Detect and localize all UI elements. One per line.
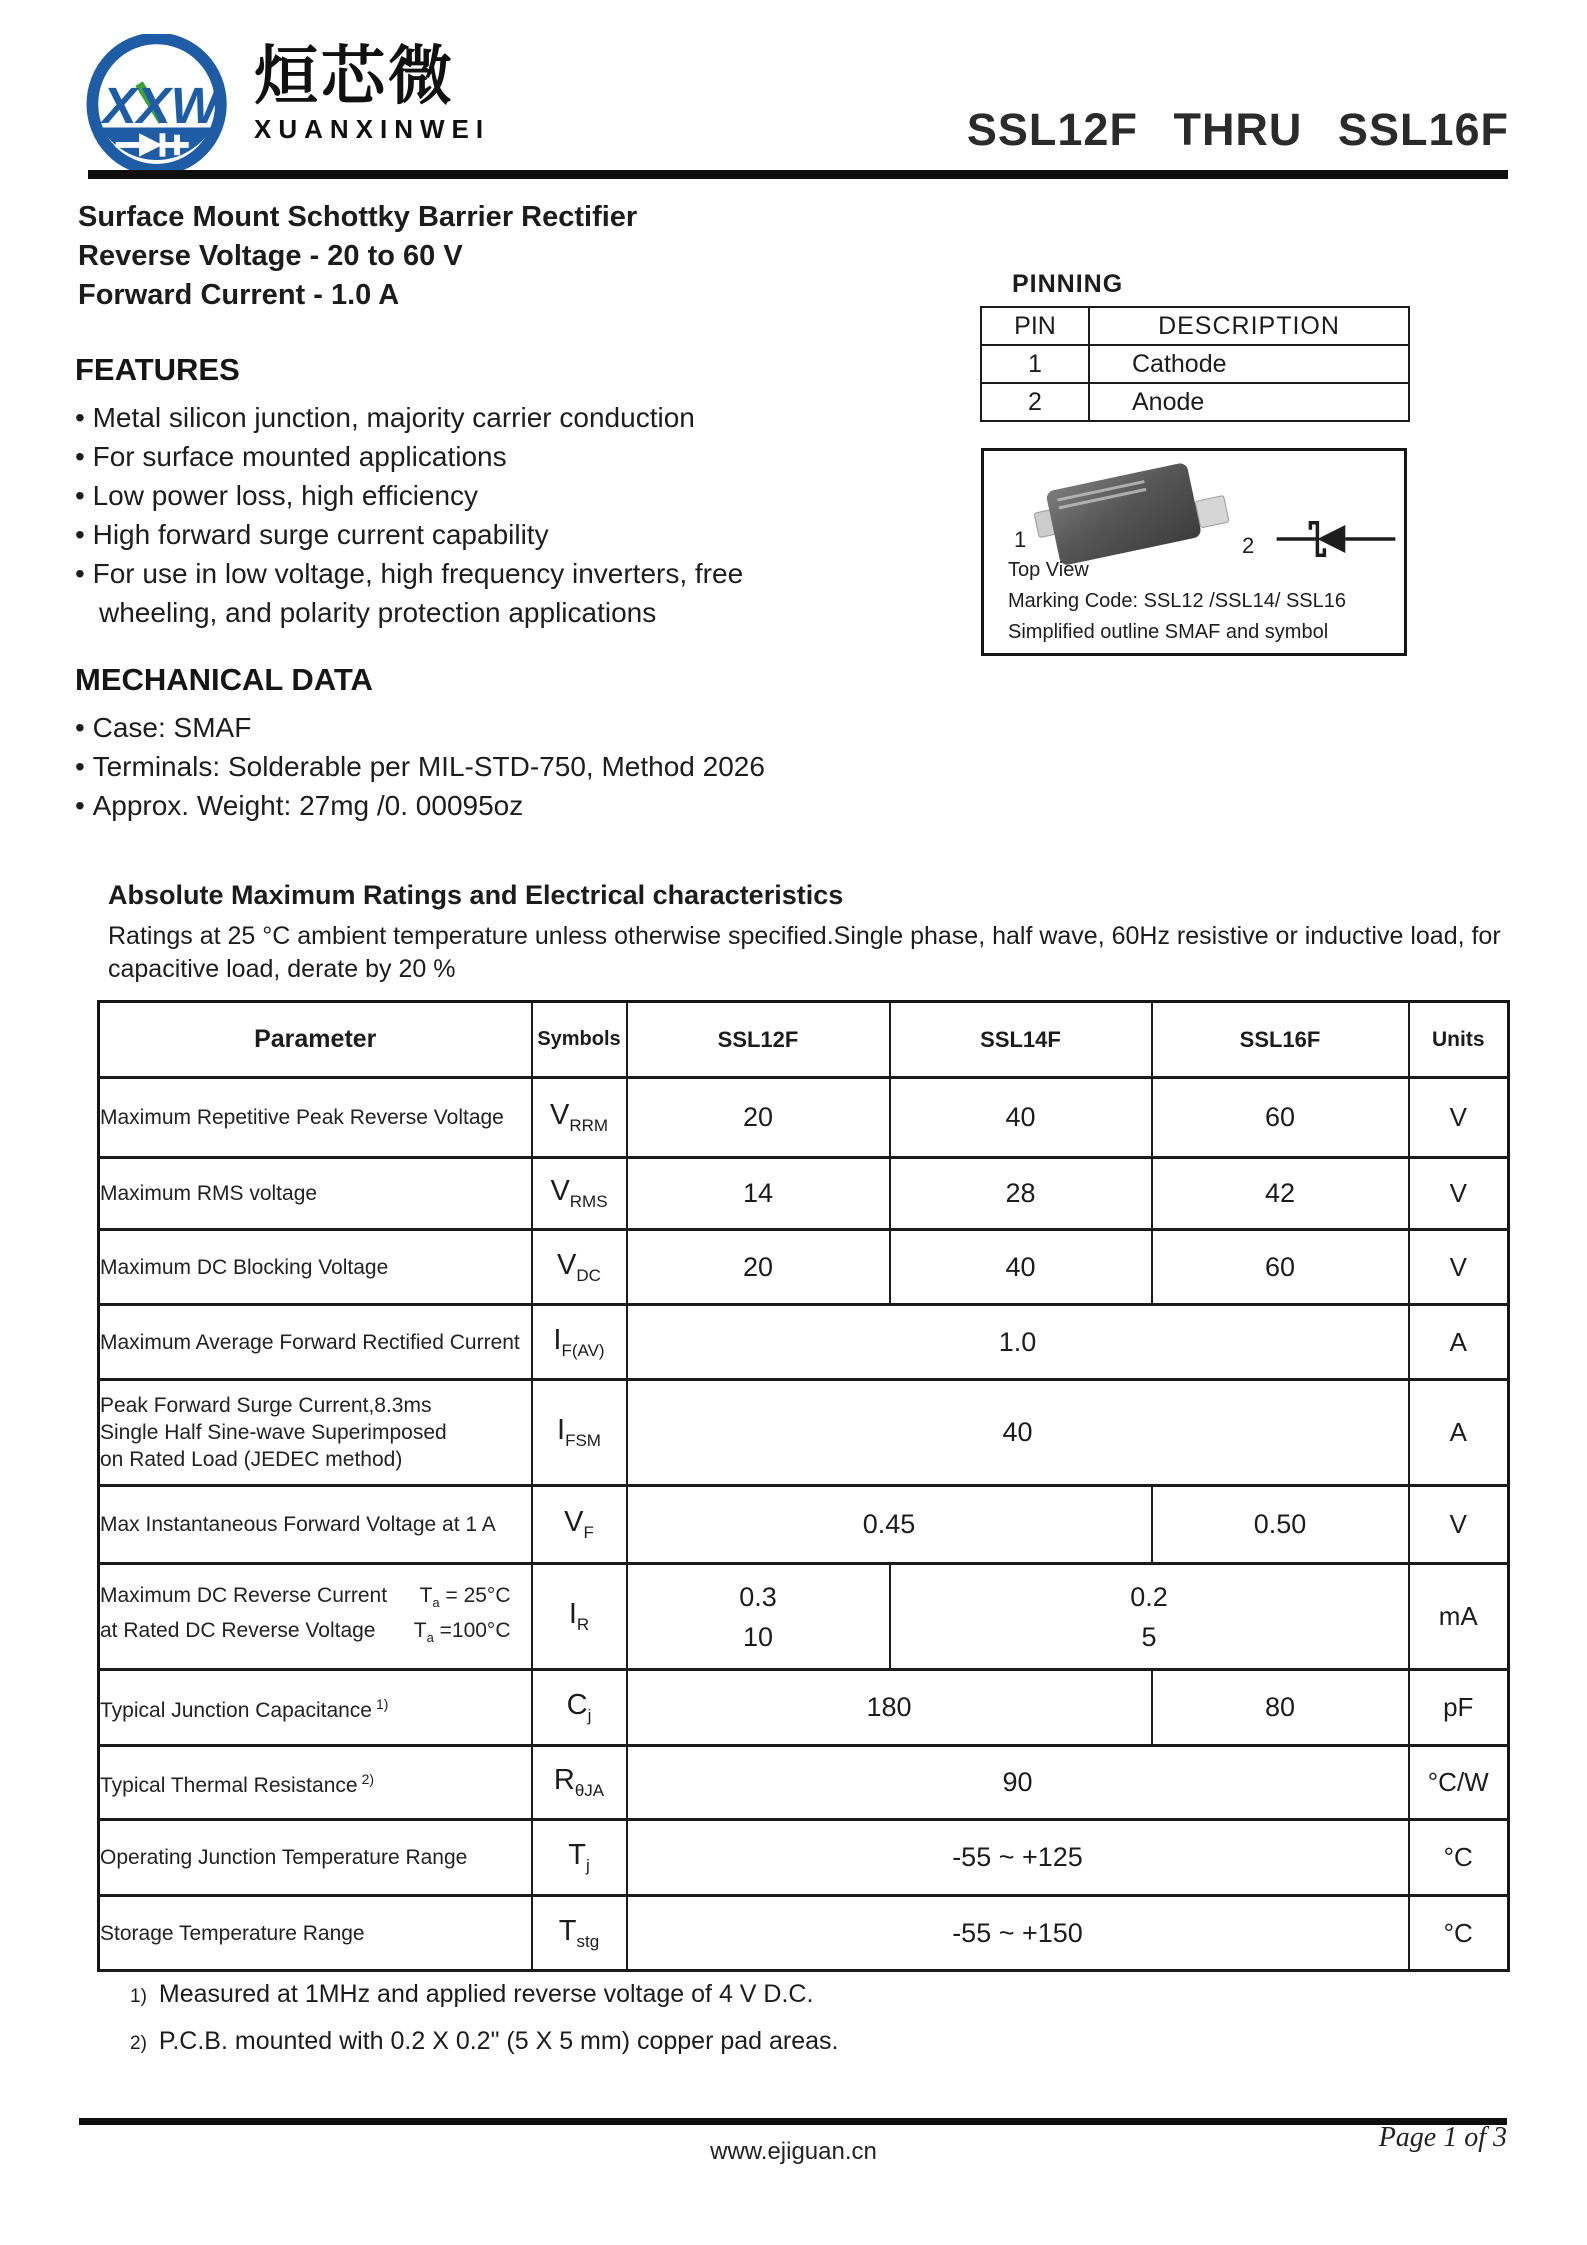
symbol-cell: $V_{RMS}$ (532, 1158, 627, 1230)
features-list (75, 398, 765, 632)
pin-description: Cathode (1089, 345, 1409, 383)
unit-cell: mA (1409, 1564, 1509, 1670)
symbol-cell: $V_F$ (532, 1486, 627, 1564)
value-cell: 40 (890, 1078, 1152, 1158)
unit-cell: V (1409, 1486, 1509, 1564)
unit-cell: °C (1409, 1820, 1509, 1896)
symbol-cell: $T_j$ (532, 1820, 627, 1896)
footnote-2: 2) P.C.B. mounted with 0.2 X 0.2" (5 X 5 mm) copper pad areas. (130, 2027, 839, 2055)
value-cell: 0.45 (627, 1486, 1152, 1564)
col-header-ssl14f: SSL14F (890, 1002, 1152, 1078)
mechanical-item: • Terminals: Solderable per MIL-STD-750, Method 2026 (75, 747, 795, 786)
symbol-cell: $T_{stg}$ (532, 1896, 627, 1971)
table-row (99, 1564, 1509, 1670)
caption-top-view: Top View (1008, 559, 1089, 581)
summary-line: Reverse Voltage - 20 to 60 V (78, 240, 463, 272)
col-header-ssl16f: SSL16F (1152, 1002, 1409, 1078)
value-cell: 40 (627, 1380, 1409, 1486)
table-row (99, 1078, 1509, 1158)
description-column-header: DESCRIPTION (1089, 307, 1409, 345)
table-row (99, 1380, 1509, 1486)
col-header-parameter: Parameter (99, 1002, 532, 1078)
feature-item: • Low power loss, high efficiency (75, 476, 765, 515)
value-cell: 0.3 10 (627, 1564, 890, 1670)
value-cell: 1.0 (627, 1305, 1409, 1380)
feature-item: • For use in low voltage, high frequency inverters, free wheeling, and polarity protection applications (75, 554, 765, 632)
symbol-cell: $C_j$ (532, 1670, 627, 1746)
pin1-label: 1 (1014, 527, 1027, 552)
pin2-label: 2 (1242, 533, 1255, 558)
pin-number: 1 (981, 345, 1089, 383)
table-row (99, 1820, 1509, 1896)
parameter-cell: Peak Forward Surge Current,8.3ms Single Half Sine-wave Superimposed on Rated Load (JEDEC method) (99, 1380, 532, 1486)
package-outline-box (981, 448, 1407, 656)
logo-chinese-name: 烜芯微 (254, 40, 455, 112)
table-row (99, 1670, 1509, 1746)
symbol-cell: $I_R$ (532, 1564, 627, 1670)
package-terminal-2 (1195, 495, 1230, 529)
mechanical-item: • Approx. Weight: 27mg /0. 00095oz (75, 786, 795, 825)
unit-cell: °C/W (1409, 1746, 1509, 1820)
value-cell: 60 (1152, 1230, 1409, 1305)
summary-line: Forward Current - 1.0 A (78, 279, 400, 311)
package-captions (1008, 555, 1346, 648)
summary-line: Surface Mount Schottky Barrier Rectifier (78, 201, 638, 233)
parameter-cell: Operating Junction Temperature Range (99, 1820, 532, 1896)
col-header-symbols: Symbols (532, 1002, 627, 1078)
parameter-cell: Maximum Repetitive Peak Reverse Voltage (99, 1078, 532, 1158)
table-row (99, 1896, 1509, 1971)
col-header-ssl12f: SSL12F (627, 1002, 890, 1078)
value-cell: 0.50 (1152, 1486, 1409, 1564)
symbol-cell: $I_{F(AV)}$ (532, 1305, 627, 1380)
value-cell: 20 (627, 1078, 890, 1158)
value-cell: 40 (890, 1230, 1152, 1305)
caption-outline: Simplified outline SMAF and symbol (1008, 621, 1329, 643)
symbol-cell: $R_{\theta JA}$ (532, 1746, 627, 1820)
symbol-cell: $V_{DC}$ (532, 1230, 627, 1305)
unit-cell: °C (1409, 1896, 1509, 1971)
page-number: Page 1 of 3 (1378, 2122, 1507, 2153)
parameter-cell: Maximum Average Forward Rectified Current (99, 1305, 532, 1380)
logo-letters: XXW (102, 77, 219, 135)
mechanical-list (75, 708, 795, 825)
col-header-units: Units (1409, 1002, 1509, 1078)
package-body (1045, 462, 1202, 566)
parameter-cell: Maximum RMS voltage (99, 1158, 532, 1230)
header-divider (88, 170, 1508, 179)
caption-marking-code: Marking Code: SSL12 /SSL14/ SSL16 (1008, 590, 1346, 612)
feature-item: • Metal silicon junction, majority carrier conduction (75, 398, 765, 437)
value-cell: 28 (890, 1158, 1152, 1230)
table-row (99, 1158, 1509, 1230)
value-cell: 180 (627, 1670, 1152, 1746)
value-cell: 14 (627, 1158, 890, 1230)
symbol-cell: $I_{FSM}$ (532, 1380, 627, 1486)
pin-column-header: PIN (981, 307, 1089, 345)
parameter-cell: Maximum DC Reverse Current $T_a = 25^\circ C$ at Rated DC Reverse Voltage $T_a =100^\circ C$ (99, 1564, 532, 1670)
table-row (99, 1486, 1509, 1564)
unit-cell: V (1409, 1230, 1509, 1305)
parameter-cell: Typical Thermal Resistance $^{2)}$ (99, 1746, 532, 1820)
value-cell: 90 (627, 1746, 1409, 1820)
features-section (75, 352, 765, 632)
feature-item: • For surface mounted applications (75, 437, 765, 476)
parameter-cell: Maximum DC Blocking Voltage (99, 1230, 532, 1305)
pin-description: Anode (1089, 383, 1409, 421)
footnotes (130, 1972, 839, 2066)
spec-table (97, 1000, 1510, 1972)
table-row (99, 1305, 1509, 1380)
value-cell: 80 (1152, 1670, 1409, 1746)
package-top-view-drawing (1036, 465, 1222, 565)
website-url: www.ejiguan.cn (710, 2138, 877, 2165)
value-cell: 42 (1152, 1158, 1409, 1230)
parameter-cell: Max Instantaneous Forward Voltage at 1 A (99, 1486, 532, 1564)
logo-mark-icon (76, 34, 246, 180)
logo-english-name: XUANXINWEI (254, 114, 491, 144)
value-cell: 20 (627, 1230, 890, 1305)
unit-cell: pF (1409, 1670, 1509, 1746)
value-cell: 0.2 5 (890, 1564, 1409, 1670)
unit-cell: A (1409, 1380, 1509, 1486)
symbol-cell: $V_{RRM}$ (532, 1078, 627, 1158)
unit-cell: V (1409, 1078, 1509, 1158)
parameter-cell: Typical Junction Capacitance $^{1)}$ (99, 1670, 532, 1746)
feature-item: • High forward surge current capability (75, 515, 765, 554)
pin-number: 2 (981, 383, 1089, 421)
pinning-heading: PINNING (1012, 270, 1124, 298)
table-row (99, 1746, 1509, 1820)
pinning-header-row (981, 307, 1409, 345)
mechanical-data-section (75, 662, 795, 825)
mechanical-item: • Case: SMAF (75, 708, 795, 747)
value-cell: 60 (1152, 1078, 1409, 1158)
parameter-cell: Storage Temperature Range (99, 1896, 532, 1971)
footnote-1: 1) Measured at 1MHz and applied reverse voltage of 4 V D.C. (130, 1980, 814, 2008)
unit-cell: V (1409, 1158, 1509, 1230)
table-row (99, 1230, 1509, 1305)
table-row (981, 383, 1409, 421)
unit-cell: A (1409, 1305, 1509, 1380)
ratings-description: Ratings at 25 °C ambient temperature unless otherwise specified.Single phase, half wave, 60Hz resistive or inductive load, for capacitive load, derate by 20 % (108, 922, 1501, 983)
value-cell: -55 ~ +125 (627, 1820, 1409, 1896)
mechanical-heading: MECHANICAL DATA (75, 662, 373, 697)
table-row (981, 345, 1409, 383)
page-title: SSL12F THRU SSL16F (966, 104, 1509, 155)
pinning-table (980, 306, 1410, 422)
company-logo (76, 34, 490, 180)
ratings-heading: Absolute Maximum Ratings and Electrical characteristics (108, 880, 844, 910)
footer-divider (79, 2118, 1507, 2125)
product-summary (78, 198, 637, 315)
spec-header-row (99, 1002, 1509, 1078)
features-heading: FEATURES (75, 352, 240, 387)
value-cell: -55 ~ +150 (627, 1896, 1409, 1971)
